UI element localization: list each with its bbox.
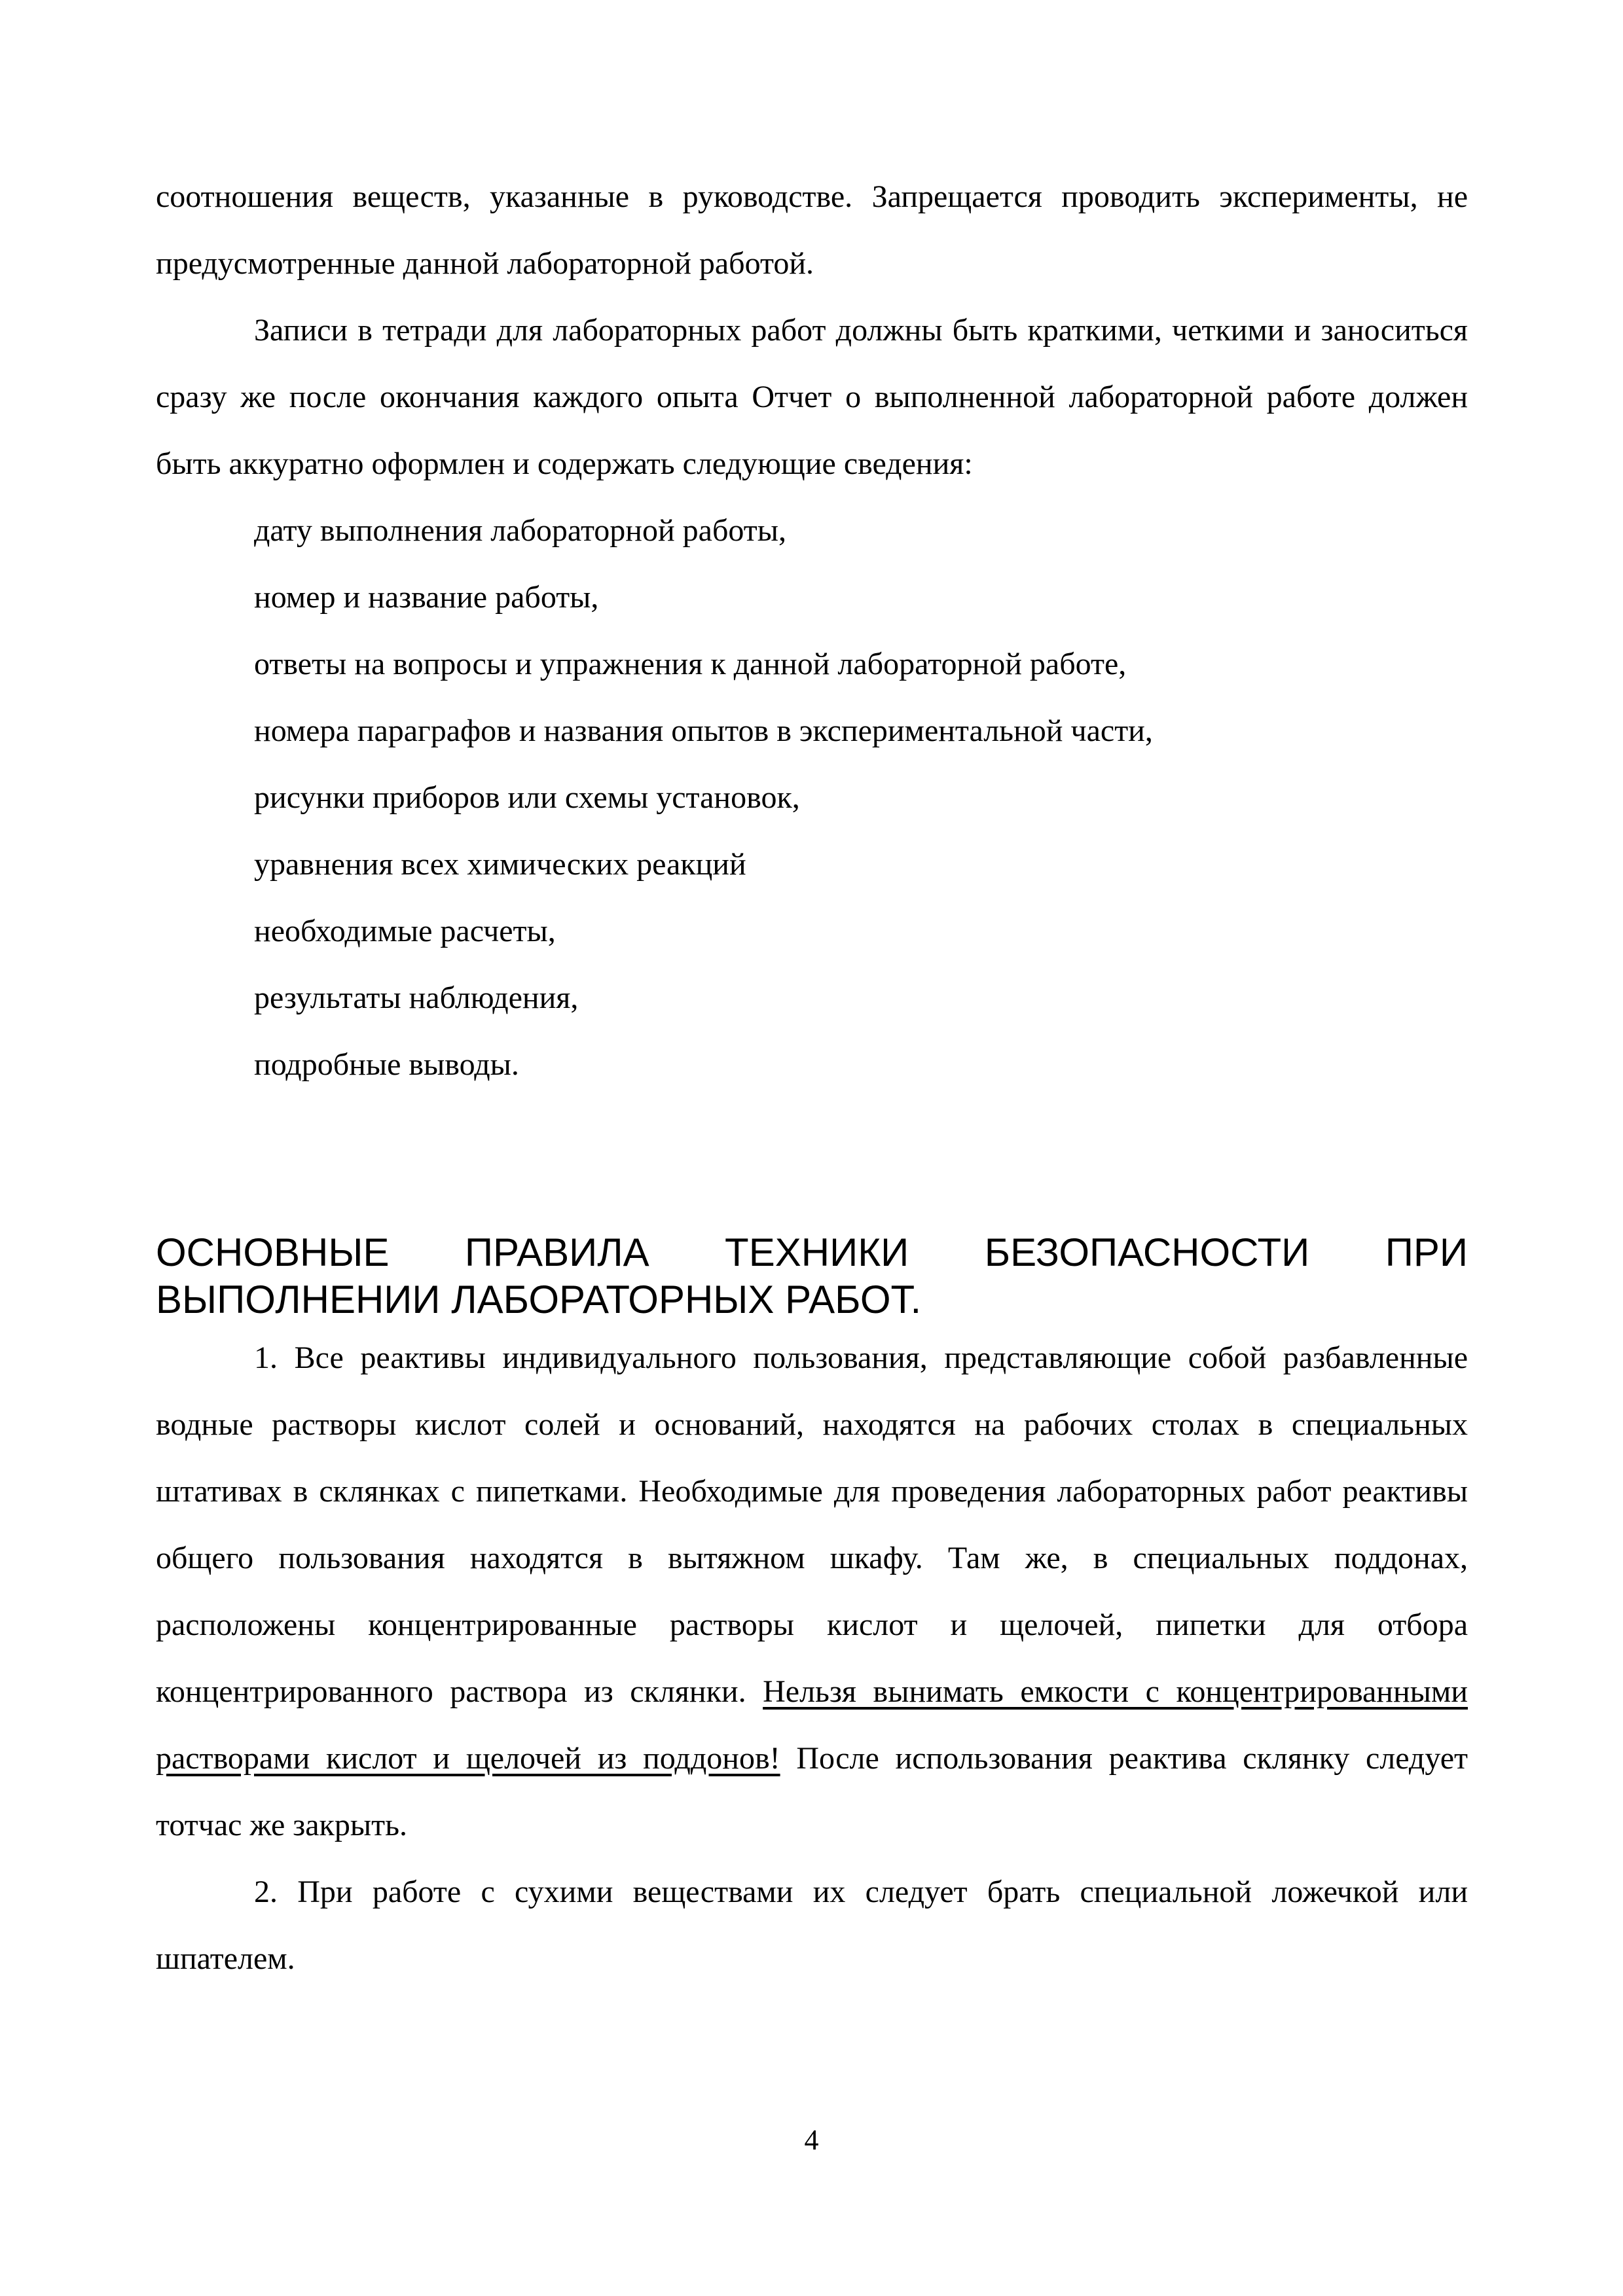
safety-rule-1-warning: Нельзя вынимать емкости с концентрированными растворами кислот и щелочей из поддонов! xyxy=(156,1674,1468,1776)
safety-rule-1 xyxy=(156,1325,1468,1859)
list-item: номер и название работы, xyxy=(254,580,599,615)
list-item: уравнения всех химических реакций xyxy=(254,847,746,882)
safety-heading-line2: ВЫПОЛНЕНИИ ЛАБОРАТОРНЫХ РАБОТ. xyxy=(156,1278,922,1321)
safety-heading-line1: ОСНОВНЫЕ ПРАВИЛА ТЕХНИКИ БЕЗОПАСНОСТИ ПРИ xyxy=(156,1230,1468,1274)
safety-heading xyxy=(156,1229,1468,1323)
safety-rule-1-text-end: После использования реактива склянку следует тотчас же закрыть. xyxy=(156,1741,1468,1842)
list-item: результаты наблюдения, xyxy=(254,980,579,1015)
list-item: ответы на вопросы и упражнения к данной лабораторной работе, xyxy=(254,647,1127,681)
page-number: 4 xyxy=(804,2124,819,2156)
safety-rules-section xyxy=(156,1325,1468,1992)
list-item: дату выполнения лабораторной работы, xyxy=(254,513,786,548)
list-item: номера параграфов и названия опытов в экспериментальной части, xyxy=(254,713,1153,748)
list-item: необходимые расчеты, xyxy=(254,914,556,948)
intro-paragraph-report: Записи в тетради для лабораторных работ должны быть краткими, четкими и заноситься сразу же после окончания каждого опыта Отчет о выполненной лабораторной работе должен быть аккуратно оформлен и содержать следующие сведения: xyxy=(156,313,1468,481)
list-item: рисунки приборов или схемы установок, xyxy=(254,780,800,815)
intro-paragraph-continued: соотношения веществ, указанные в руководстве. Запрещается проводить эксперименты, не предусмотренные данной лабораторной работой. xyxy=(156,179,1468,281)
list-item: подробные выводы. xyxy=(254,1047,519,1082)
intro-section xyxy=(156,164,1468,1098)
report-items-list xyxy=(156,497,1468,1098)
safety-rule-2: 2. При работе с сухими веществами их следует брать специальной ложечкой или шпателем. xyxy=(156,1874,1468,1976)
safety-rule-1-text: 1. Все реактивы индивидуального пользования, представляющие собой разбавленные водные растворы кислот солей и оснований, находятся на рабочих столах в специальных штативах в склянках с пипетками. Необходимые для проведения лабораторных работ реактивы общего пользования находятся в вытяжном шкафу. Там же, в специальных поддонах, расположены концентрированные растворы кислот и щелочей, пипетки для отбора концентрированного раствора из склянки. xyxy=(156,1340,1468,1709)
